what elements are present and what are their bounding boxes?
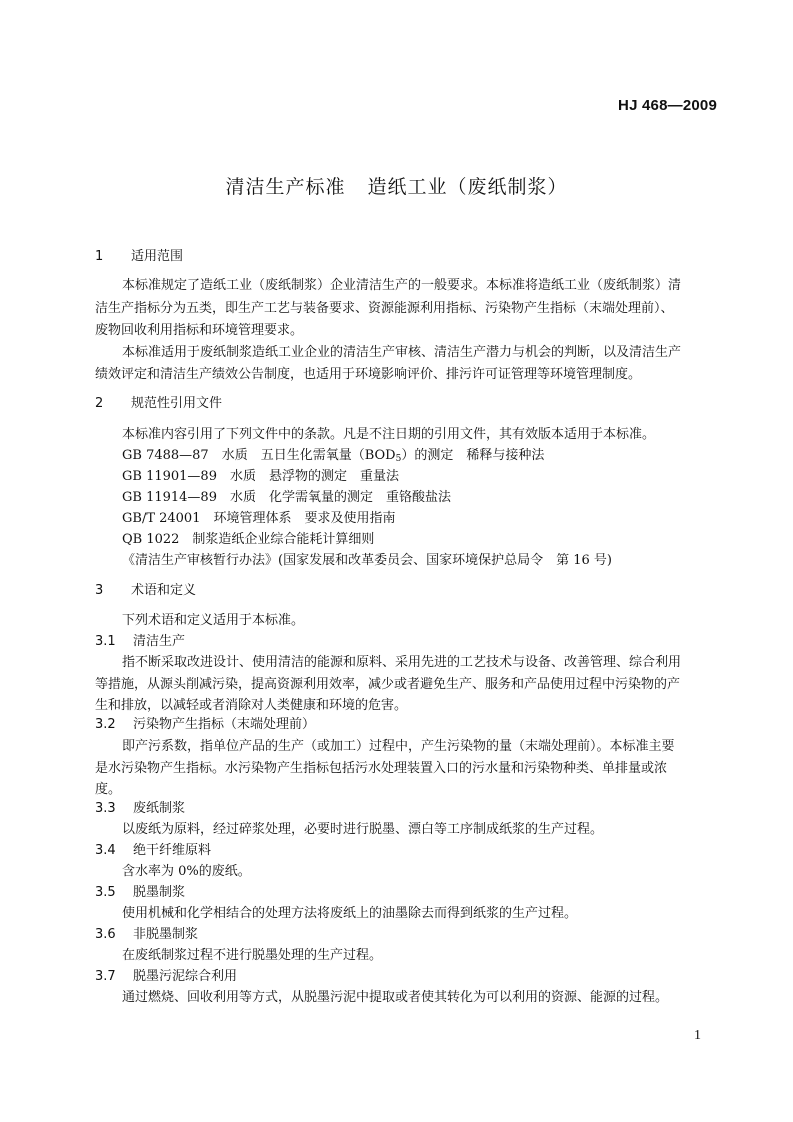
term-definition-line: 等措施，从源头削减污染，提高资源利用效率，减少或者避免生产、服务和产品使用过程中污染物的产 — [95, 677, 681, 692]
term-definition-line: 通过燃烧、回收利用等方式，从脱墨污泥中提取或者使其转化为可以利用的资源、能源的过程。 — [122, 990, 669, 1005]
paragraph-line: 下列术语和定义适用于本标准。 — [122, 613, 305, 628]
paragraph-line: 废物回收利用指标和环境管理要求。 — [95, 323, 304, 338]
term-heading — [95, 715, 315, 735]
reference-item: GB 11901—89 水质 悬浮物的测定 重量法 — [122, 469, 399, 484]
term-definition-line: 即产污系数，指单位产品的生产（或加工）过程中，产生污染物的量（末端处理前）。本标准主要 — [122, 739, 675, 754]
term-definition-line: 在废纸制浆过程不进行脱墨处理的生产过程。 — [122, 948, 383, 963]
section-number: 2 — [95, 396, 104, 411]
section-heading-3 — [95, 581, 196, 601]
term-heading — [95, 883, 185, 903]
term-title: 污染物产生指标（末端处理前） — [133, 717, 316, 732]
term-title: 废纸制浆 — [133, 801, 186, 816]
term-heading — [95, 925, 198, 945]
paragraph-line: 洁生产指标分为五类，即生产工艺与装备要求、资源能源利用指标、污染物产生指标（末端处理前）、 — [95, 301, 674, 316]
term-number: 3.7 — [95, 969, 116, 984]
term-heading — [95, 841, 211, 861]
title-part-1: 清洁生产标准 — [225, 176, 346, 198]
term-definition-line: 生和排放，以减轻或者消除对人类健康和环境的危害。 — [95, 698, 408, 713]
paragraph-line: 本标准内容引用了下列文件中的条款。凡是不注日期的引用文件，其有效版本适用于本标准。 — [122, 427, 656, 442]
reference-item: GB 11914—89 水质 化学需氧量的测定 重铬酸盐法 — [122, 490, 451, 505]
term-definition-line: 是水污染物产生指标。水污染物产生指标包括污水处理装置入口的污水量和污染物种类、单排量或浓 — [95, 761, 668, 776]
term-title: 绝干纤维原料 — [133, 843, 212, 858]
section-title: 适用范围 — [131, 249, 184, 264]
reference-item: QB 1022 制浆造纸企业综合能耗计算细则 — [122, 532, 375, 547]
section-heading-1 — [95, 247, 183, 267]
term-heading — [95, 632, 185, 652]
paragraph-line: 本标准规定了造纸工业（废纸制浆）企业清洁生产的一般要求。本标准将造纸工业（废纸制浆）清 — [122, 278, 682, 293]
term-heading — [95, 799, 185, 819]
section-title: 术语和定义 — [131, 583, 197, 598]
reference-item: GB 7488—87 水质 五日生化需氧量$(BOD_5)$的测定 稀释与接种法 — [122, 448, 545, 464]
term-heading — [95, 967, 237, 987]
page-number: 1 — [694, 1028, 701, 1043]
term-definition-line: 含水率为 0%的废纸。 — [122, 864, 251, 879]
term-title: 清洁生产 — [133, 634, 186, 649]
term-definition-line: 使用机械和化学相结合的处理方法将废纸上的油墨除去而得到纸浆的生产过程。 — [122, 906, 578, 921]
paragraph-line: 本标准适用于废纸制浆造纸工业企业的清洁生产审核、清洁生产潜力与机会的判断，以及清洁生产 — [122, 345, 682, 360]
term-definition-line: 指不断采取改进设计、使用清洁的能源和原料、采用先进的工艺技术与设备、改善管理、综合利用 — [122, 655, 682, 670]
title-part-2: 造纸工业（废纸制浆） — [367, 176, 568, 198]
term-number: 3.4 — [95, 843, 116, 858]
term-title: 脱墨制浆 — [133, 885, 186, 900]
term-number: 3.5 — [95, 885, 116, 900]
paragraph-line: 绩效评定和清洁生产绩效公告制度，也适用于环境影响评价、排污许可证管理等环境管理制度。 — [95, 367, 642, 382]
term-number: 3.1 — [95, 634, 116, 649]
section-heading-2 — [95, 394, 222, 414]
reference-item: 《清洁生产审核暂行办法》(国家发展和改革委员会、国家环境保护总局令 第 16 号) — [122, 553, 612, 568]
section-number: 3 — [95, 583, 104, 598]
term-title: 脱墨污泥综合利用 — [133, 969, 238, 984]
term-definition-line: 度。 — [95, 782, 122, 797]
reference-item: GB/T 24001 环境管理体系 要求及使用指南 — [122, 511, 396, 526]
term-number: 3.3 — [95, 801, 116, 816]
section-number: 1 — [95, 249, 104, 264]
section-title: 规范性引用文件 — [131, 396, 223, 411]
term-number: 3.2 — [95, 717, 116, 732]
page-title — [0, 172, 793, 199]
term-definition-line: 以废纸为原料，经过碎浆处理，必要时进行脱墨、漂白等工序制成纸浆的生产过程。 — [122, 822, 604, 837]
term-title: 非脱墨制浆 — [133, 927, 199, 942]
standard-code: HJ 468—2009 — [618, 97, 717, 114]
term-number: 3.6 — [95, 927, 116, 942]
